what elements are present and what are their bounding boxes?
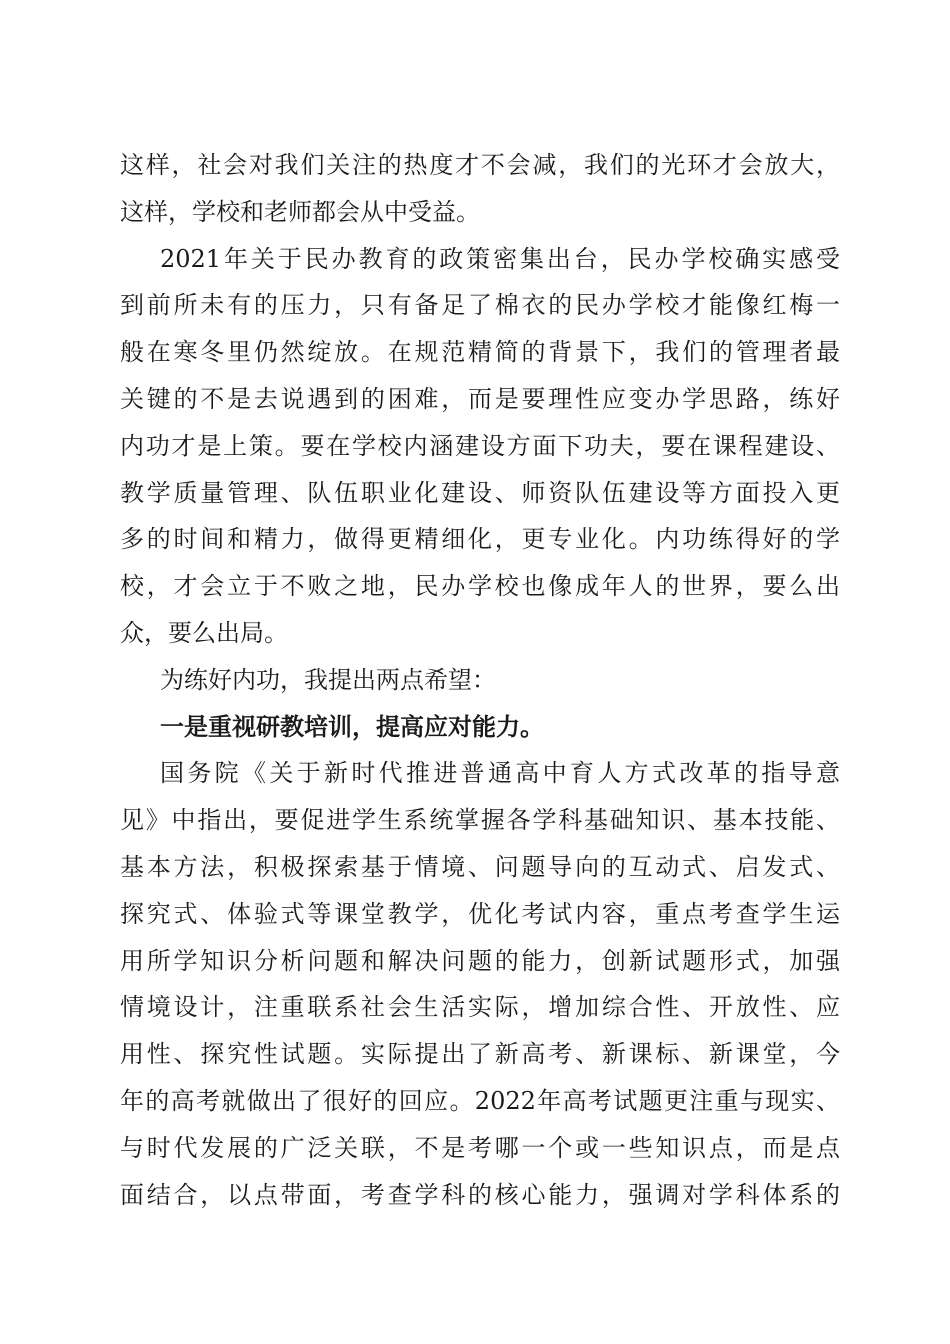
paragraph-line: 众，要么出局。 bbox=[120, 618, 288, 647]
paragraph-line: 探究式、体验式等课堂教学，优化考试内容，重点考查学生运 bbox=[120, 899, 840, 928]
section-heading-line: 一是重视研教培训，提高应对能力。 bbox=[160, 711, 544, 741]
paragraph-line: 到前所未有的压力，只有备足了棉衣的民办学校才能像红梅一 bbox=[120, 291, 840, 320]
paragraph-line: 年的高考就做出了很好的回应。2022年高考试题更注重与现实、 bbox=[120, 1086, 840, 1115]
paragraph-line: 国务院《关于新时代推进普通高中育人方式改革的指导意 bbox=[160, 759, 840, 788]
paragraph-line: 见》中指出，要促进学生系统掌握各学科基础知识、基本技能、 bbox=[120, 806, 840, 835]
paragraph-line: 为练好内功，我提出两点希望： bbox=[160, 665, 496, 694]
paragraph-line: 这样，社会对我们关注的热度才不会减，我们的光环才会放大， bbox=[120, 151, 840, 179]
paragraph-line: 2021年关于民办教育的政策密集出台，民办学校确实感受 bbox=[160, 244, 840, 273]
paragraph-line: 面结合，以点带面，考查学科的核心能力，强调对学科体系的 bbox=[120, 1180, 840, 1209]
paragraph-line: 情境设计，注重联系社会生活实际，增加综合性、开放性、应 bbox=[120, 993, 840, 1022]
paragraph-line: 基本方法，积极探索基于情境、问题导向的互动式、启发式、 bbox=[120, 852, 840, 881]
paragraph-line: 这样，学校和老师都会从中受益。 bbox=[120, 197, 480, 226]
paragraph-line: 般在寒冬里仍然绽放。在规范精简的背景下，我们的管理者最 bbox=[120, 338, 840, 367]
paragraph-line: 与时代发展的广泛关联，不是考哪一个或一些知识点，而是点 bbox=[120, 1133, 840, 1162]
document-body bbox=[120, 142, 840, 1218]
paragraph-line: 用性、探究性试题。实际提出了新高考、新课标、新课堂，今 bbox=[120, 1040, 840, 1069]
paragraph-line: 校，才会立于不败之地，民办学校也像成年人的世界，要么出 bbox=[120, 572, 840, 601]
paragraph-line: 用所学知识分析问题和解决问题的能力，创新试题形式，加强 bbox=[120, 946, 840, 975]
paragraph-line: 多的时间和精力，做得更精细化，更专业化。内功练得好的学 bbox=[120, 525, 840, 554]
paragraph-line: 关键的不是去说遇到的困难，而是要理性应变办学思路，练好 bbox=[120, 384, 840, 413]
paragraph-line: 内功才是上策。要在学校内涵建设方面下功夫，要在课程建设、 bbox=[120, 431, 840, 460]
paragraph-line: 教学质量管理、队伍职业化建设、师资队伍建设等方面投入更 bbox=[120, 478, 840, 507]
